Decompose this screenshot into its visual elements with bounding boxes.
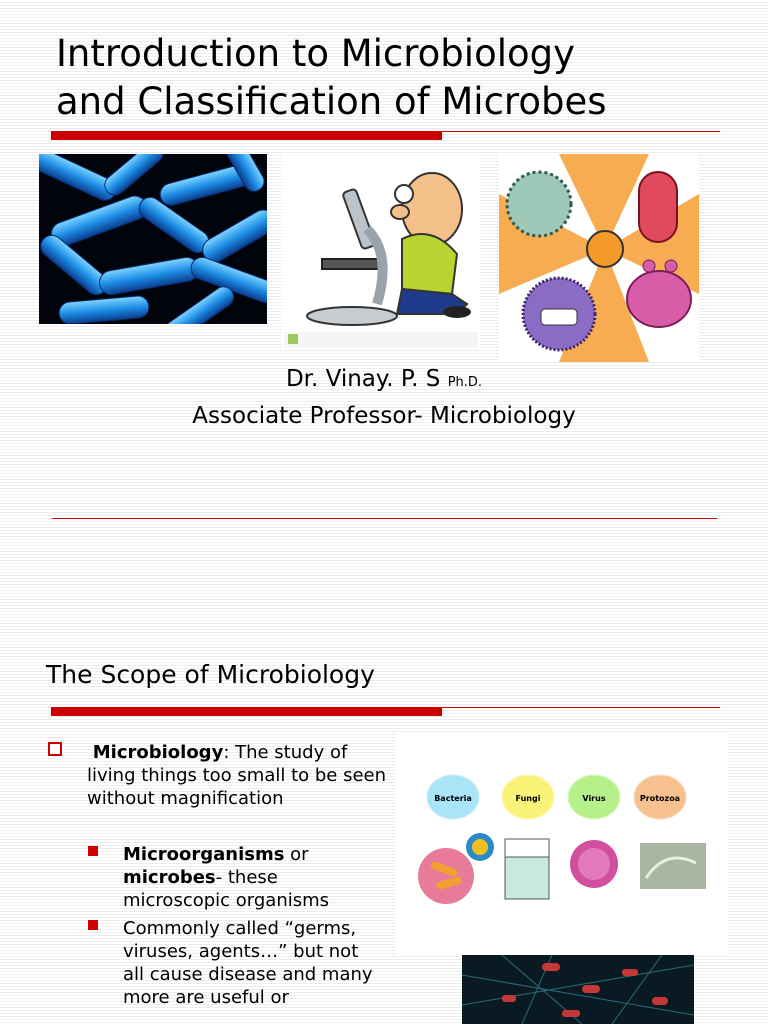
title-rule <box>442 131 720 132</box>
author-name: Dr. Vinay. P. S <box>285 366 441 392</box>
heading-rule <box>442 707 720 708</box>
bacteria-photo <box>462 955 694 1024</box>
title-line-1: Introduction to Microbiology <box>56 32 576 75</box>
label-fungi: Fungi <box>515 794 541 803</box>
sub-item-1-term1: Microorganisms <box>123 844 285 865</box>
label-bacteria: Bacteria <box>434 794 472 803</box>
sub-bullet-2 <box>88 920 98 930</box>
sub-item-1 <box>123 843 383 912</box>
author-name-line <box>0 366 768 392</box>
author-position: Associate Professor- Microbiology <box>192 403 576 429</box>
scientist-microscope-image <box>282 154 480 349</box>
title-line-2: and Classification of Microbes <box>56 80 607 123</box>
microbe-categories-figure <box>396 733 728 955</box>
sub-item-1-term2: microbes <box>123 867 216 888</box>
author-degree: Ph.D. <box>447 375 483 390</box>
bacteria-image <box>39 154 267 324</box>
sub-bullet-1 <box>88 846 98 856</box>
sub-item-2: Commonly called “germs, viruses, agents…” but not all cause disease and many more are useful or <box>123 918 373 1008</box>
definition-term: Microbiology <box>92 742 224 763</box>
cartoon-microbes-image <box>499 154 699 362</box>
definition-text <box>87 741 387 810</box>
definition-body: : The study of living things too small to be seen without magnification <box>87 742 387 809</box>
label-protozoa: Protozoa <box>639 794 681 803</box>
sub-item-1-text: - these microscopic organisms <box>123 867 330 911</box>
heading-accent-bar <box>51 707 442 716</box>
label-virus: Virus <box>582 794 606 803</box>
slide-title <box>56 30 606 126</box>
sub-item-1-mid: or <box>284 844 309 865</box>
slide-divider <box>52 518 717 519</box>
hollow-bullet <box>48 742 62 756</box>
section-heading: The Scope of Microbiology <box>46 660 375 689</box>
title-accent-bar <box>51 131 442 140</box>
